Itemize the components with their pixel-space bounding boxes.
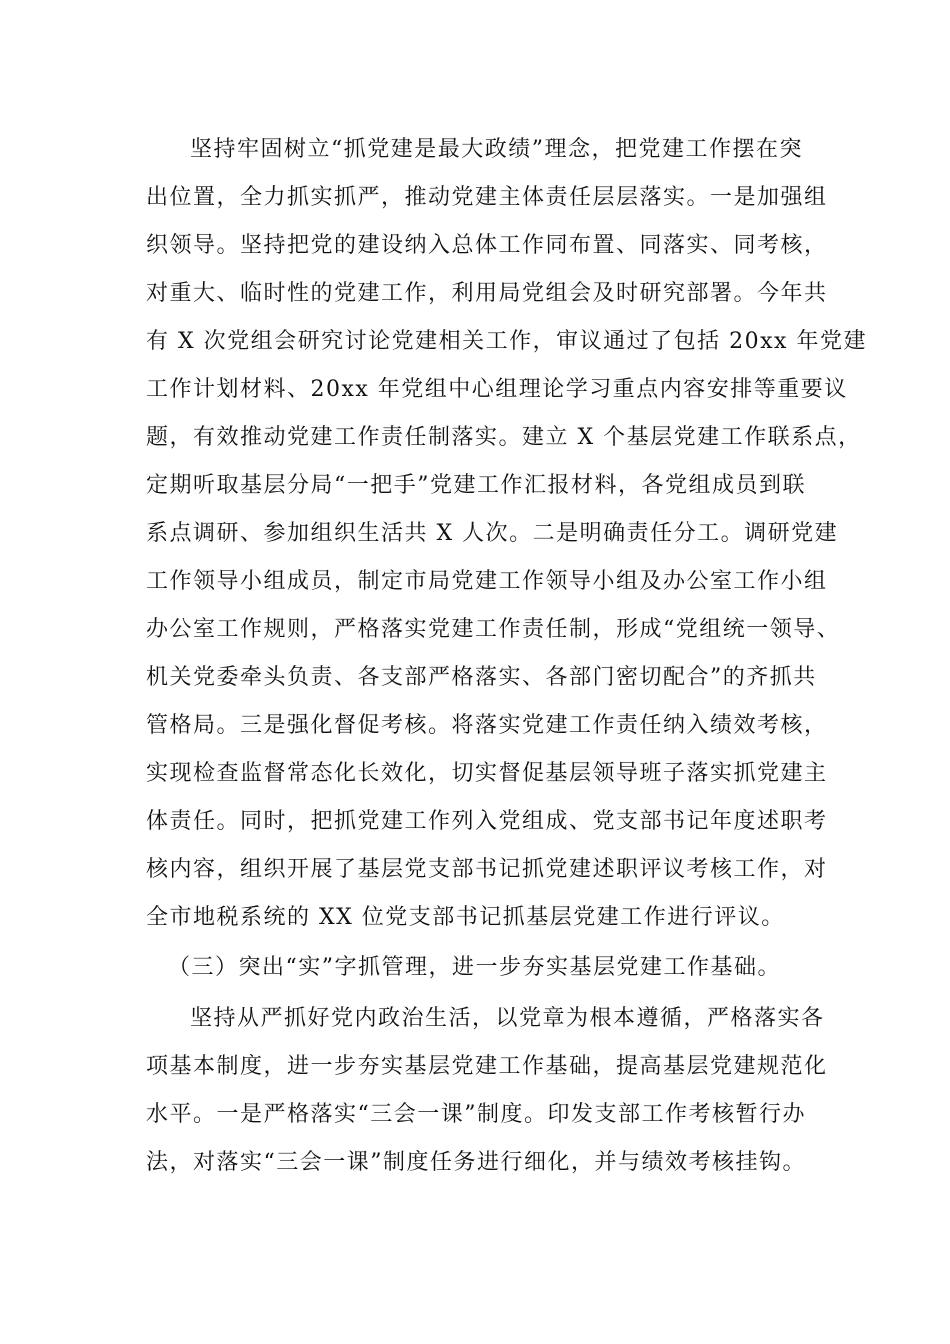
paragraph-line: 系点调研、参加组织生活共 X 人次。二是明确责任分工。调研党建 (146, 521, 839, 546)
paragraph-line: 工作计划材料、20xx 年党组中心组理论学习重点内容安排等重要议 (146, 377, 848, 402)
paragraph-line: 管格局。三是强化督促考核。将落实党建工作责任纳入绩效考核， (146, 713, 828, 738)
paragraph-line: 法，对落实“三会一课”制度任务进行细化，并与绩效考核挂钩。 (146, 1150, 806, 1175)
paragraph-line: 机关党委牵头负责、各支部严格落实、各部门密切配合”的齐抓共 (146, 665, 817, 690)
paragraph-line: 对重大、临时性的党建工作，利用局党组会及时研究部署。今年共 (146, 281, 828, 306)
paragraph-line: 织领导。坚持把党的建设纳入总体工作同布置、同落实、同考核， (146, 233, 828, 258)
paragraph-line: 定期听取基层分局“一把手”党建工作汇报材料，各党组成员到联 (146, 473, 806, 498)
paragraph-line: 坚持牢固树立“抓党建是最大政绩”理念，把党建工作摆在突 (190, 137, 803, 162)
paragraph-line: 坚持从严抓好党内政治生活，以党章为根本遵循，严格落实各 (190, 1006, 825, 1031)
paragraph-line: 出位置，全力抓实抓严，推动党建主体责任层层落实。一是加强组 (146, 185, 828, 210)
paragraph-line: 办公室工作规则，严格落实党建工作责任制，形成“党组统一领导、 (146, 617, 841, 642)
paragraph-line: 工作领导小组成员，制定市局党建工作领导小组及办公室工作小组 (146, 569, 828, 594)
paragraph-line: 项基本制度，进一步夯实基层党建工作基础，提高基层党建规范化 (146, 1054, 828, 1079)
paragraph-line: 实现检查监督常态化长效化，切实督促基层领导班子落实抓党建主 (146, 761, 828, 786)
paragraph-line: 全市地税系统的 XX 位党支部书记抓基层党建工作进行评议。 (146, 905, 785, 930)
paragraph-line: 核内容，组织开展了基层党支部书记抓党建述职评议考核工作，对 (146, 857, 828, 882)
paragraph-line: 水平。一是严格落实“三会一课”制度。印发支部工作考核暂行办 (146, 1102, 806, 1127)
section-heading: （三）突出“实”字抓管理，进一步夯实基层党建工作基础。 (168, 955, 781, 980)
paragraph-line: 题，有效推动党建工作责任制落实。建立 X 个基层党建工作联系点， (146, 425, 862, 450)
paragraph-line: 体责任。同时，把抓党建工作列入党组成、党支部书记年度述职考 (146, 809, 828, 834)
paragraph-line: 有 X 次党组会研究讨论党建相关工作，审议通过了包括 20xx 年党建 (146, 329, 867, 354)
